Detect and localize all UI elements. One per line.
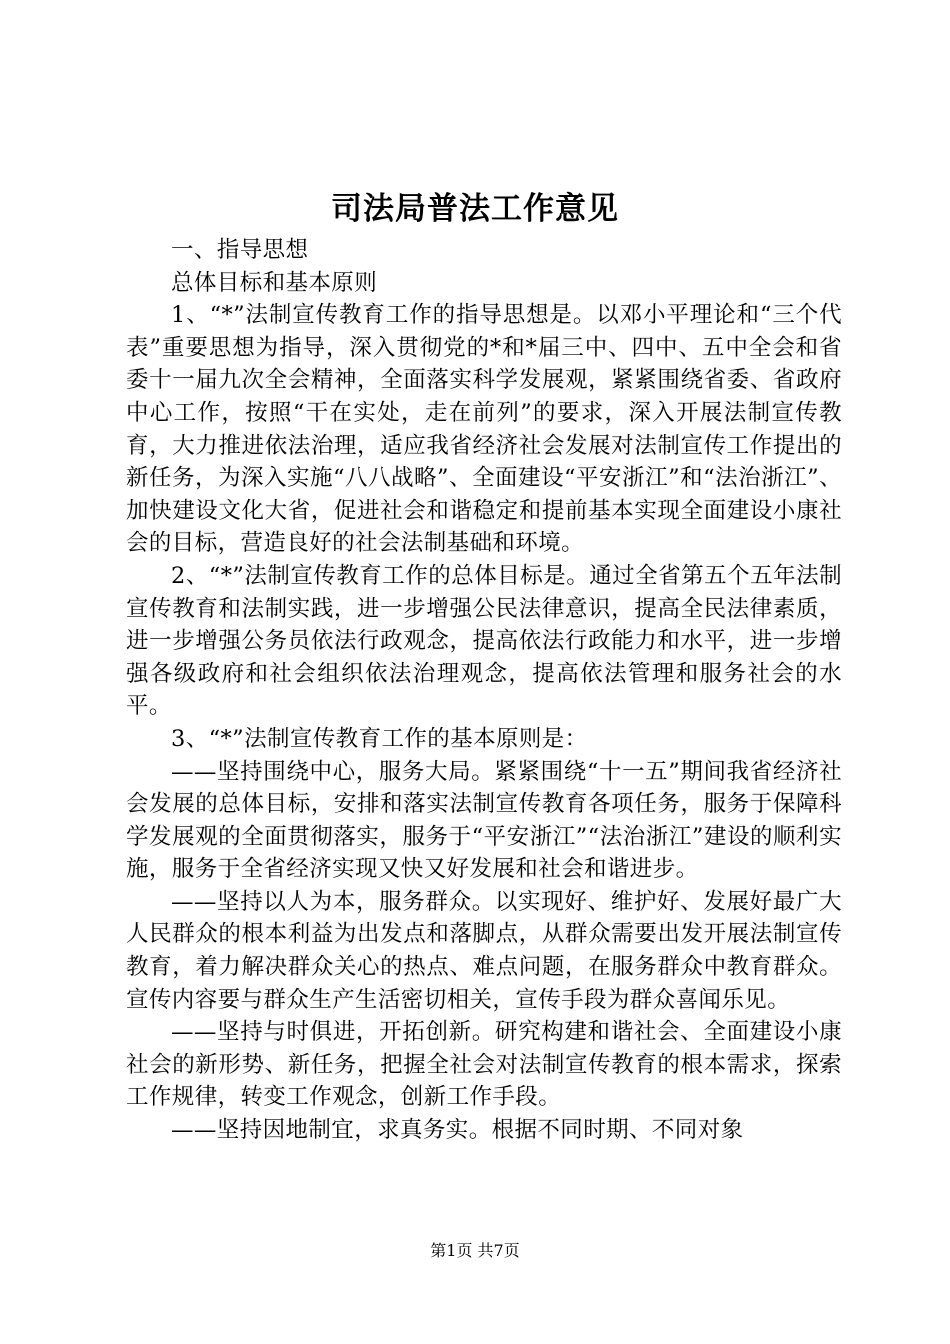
document-title: 司法局普法工作意见 (331, 191, 619, 227)
paragraph-principle-people: ——坚持以人为本，服务群众。以实现好、维护好、发展好最广大人民群众的根本利益为出发点和落脚点，从群众需要出发开展法制宣传教育，着力解决群众关心的热点、难点问题，在服务群众中教育群众。宣传内容要与群众生产生活密切相关，宣传手段为群众喜闻乐见。 (126, 888, 842, 1013)
paragraph-principle-local: ——坚持因地制宜，求真务实。根据不同时期、不同对象 (171, 1117, 744, 1144)
paragraph-overall-goal: 2、“*”法制宣传教育工作的总体目标是。通过全省第五个五年法制宣传教育和法制实践，进一步增强公民法律意识，提高全民法律素质，进一步增强公务员依法行政观念，提高依法行政能力和水平，进一步增强各级政府和社会组织依法治理观念，提高依法管理和服务社会的水平。 (126, 562, 842, 720)
paragraph-basic-principles: 3、“*”法制宣传教育工作的基本原则是： (171, 725, 588, 752)
document-body (126, 234, 842, 1147)
page-footer: 第1页 共7页 (430, 1241, 520, 1260)
paragraph-principle-innovation: ——坚持与时俱进，开拓创新。研究构建和谐社会、全面建设小康社会的新形势、新任务，把握全社会对法制宣传教育的根本需求，探索工作规律，转变工作观念，创新工作手段。 (126, 1019, 842, 1111)
section-heading-guiding-ideology: 一、指导思想 (171, 237, 309, 263)
paragraph-principle-center: ——坚持围绕中心，服务大局。紧紧围绕“十一五”期间我省经济社会发展的总体目标，安排和落实法制宣传教育各项任务，服务于保障科学发展观的全面贯彻落实，服务于“平安浙江”“法治浙江”建设的顺利实施，服务于全省经济实现又快又好发展和社会和谐进步。 (126, 758, 842, 883)
subheading-goals-principles: 总体目标和基本原则 (171, 269, 378, 296)
paragraph-guiding-ideology: 1、“*”法制宣传教育工作的指导思想是。以邓小平理论和“三个代表”重要思想为指导，深入贯彻党的*和*届三中、四中、五中全会和省委十一届九次全会精神，全面落实科学发展观，紧紧围绕省委、省政府中心工作，按照“干在实处，走在前列”的要求，深入开展法制宣传教育，大力推进依法治理，适应我省经济社会发展对法制宣传工作提出的新任务，为深入实施“八八战略”、全面建设“平安浙江”和“法治浙江”、加快建设文化大省，促进社会和谐稳定和提前基本实现全面建设小康社会的目标，营造良好的社会法制基础和环境。 (126, 302, 842, 557)
